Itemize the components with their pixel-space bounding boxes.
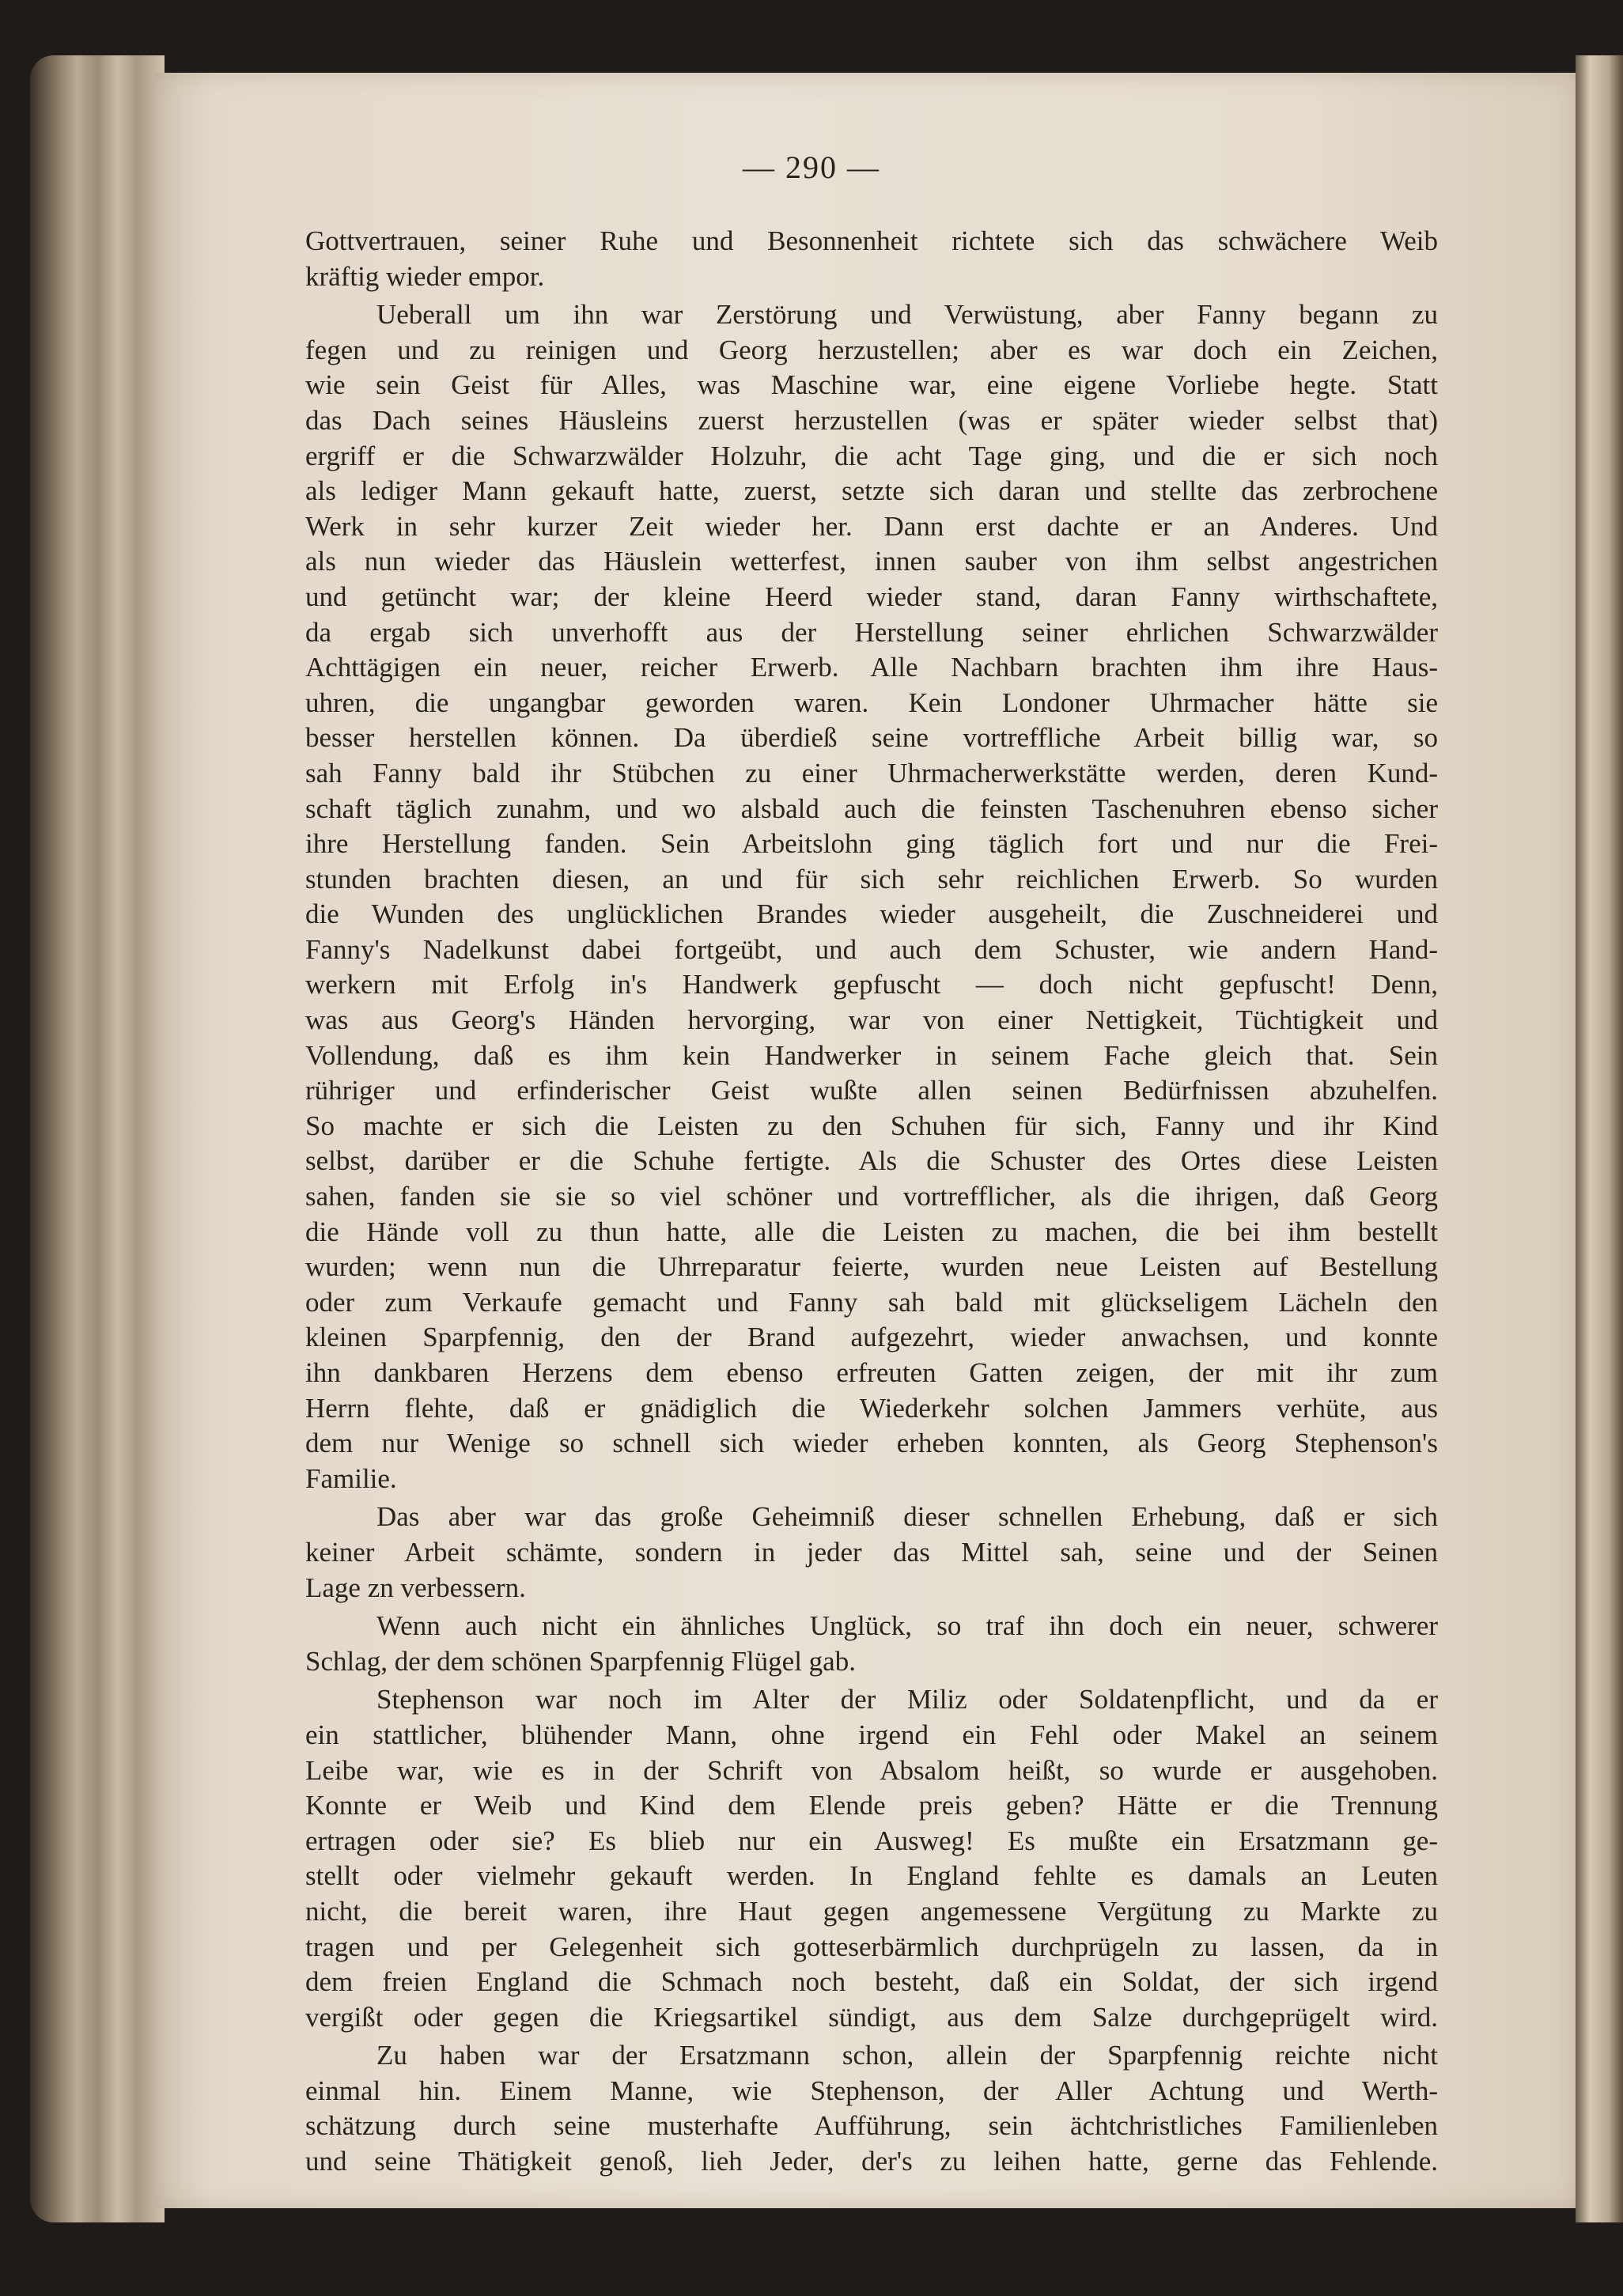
text-line: selbst, darüber er die Schuhe fertigte. Als die Schuster des Ortes diese Leisten (305, 1145, 1438, 1177)
text-line: da ergab sich unverhofft aus der Herstellung seiner ehrlichen Schwarzwälder (305, 616, 1438, 648)
text-line: wie sein Geist für Alles, was Maschine war, eine eigene Vorliebe hegte. Statt (305, 369, 1438, 401)
text-line: die Wunden des unglücklichen Brandes wieder ausgeheilt, die Zuschneiderei und (305, 898, 1438, 930)
text-line: Wenn auch nicht ein ähnliches Unglück, so traf ihn doch ein neuer, schwerer (376, 1610, 1438, 1642)
text-line: ergriff er die Schwarzwälder Holzuhr, die acht Tage ging, und die er sich noch (305, 440, 1438, 471)
text-line: und getüncht war; der kleine Heerd wieder stand, daran Fanny wirthschaftete, (305, 581, 1438, 612)
text-line: besser herstellen können. Da überdieß seine vortreffliche Arbeit billig war, so (305, 722, 1438, 754)
text-line: schaft täglich zunahm, und wo alsbald auch die feinsten Taschenuhren ebenso sicher (305, 792, 1438, 824)
text-line: Das aber war das große Geheimniß dieser schnellen Erhebung, daß er sich (376, 1501, 1438, 1533)
text-line: sah Fanny bald ihr Stübchen zu einer Uhrmacherwerkstätte werden, deren Kund- (305, 757, 1438, 789)
text-line: uhren, die ungangbar geworden waren. Kein Londoner Uhrmacher hätte sie (305, 687, 1438, 718)
text-line: stunden brachten diesen, an und für sich sehr reichlichen Erwerb. So wurden (305, 863, 1438, 895)
text-line: Familie. (305, 1462, 397, 1494)
text-line: Vollendung, daß es ihm kein Handwerker in seinem Fache gleich that. Sein (305, 1039, 1438, 1071)
facing-page-edge (1576, 55, 1623, 2222)
text-line: nicht, die bereit waren, ihre Haut gegen angemessene Vergütung zu Markte zu (305, 1895, 1438, 1927)
text-line: dem freien England die Schmach noch besteht, daß ein Soldat, der sich irgend (305, 1966, 1438, 1998)
text-line: kleinen Sparpfennig, den der Brand aufgezehrt, wieder anwachsen, und konnte (305, 1322, 1438, 1353)
text-line: Konnte er Weib und Kind dem Elende preis geben? Hätte er die Trennung (305, 1790, 1438, 1821)
text-line: keiner Arbeit schämte, sondern in jeder das Mittel sah, seine und der Seinen (305, 1536, 1438, 1568)
text-line: sahen, fanden sie sie so viel schöner und vortrefflicher, als die ihrigen, daß Georg (305, 1181, 1438, 1212)
text-line: Schlag, der dem schönen Sparpfennig Flügel gab. (305, 1645, 856, 1677)
text-line: Ueberall um ihn war Zerstörung und Verwüstung, aber Fanny begann zu (376, 299, 1438, 331)
text-line: schätzung durch seine musterhafte Aufführung, sein ächtchristliches Familienleben (305, 2110, 1438, 2142)
text-line: Leibe war, wie es in der Schrift von Absalom heißt, so wurde er ausgehoben. (305, 1754, 1438, 1786)
text-line: die Hände voll zu thun hatte, alle die Leisten zu machen, die bei ihm bestellt (305, 1216, 1438, 1247)
text-line: vergißt oder gegen die Kriegsartikel sündigt, aus dem Salze durchgeprügelt wird. (305, 2001, 1438, 2033)
text-line: und seine Thätigkeit genoß, lieh Jeder, der's zu leihen hatte, gerne das Fehlende. (305, 2146, 1438, 2177)
text-line: Zu haben war der Ersatzmann schon, allein der Sparpfennig reichte nicht (376, 2040, 1438, 2071)
text-line: einmal hin. Einem Manne, wie Stephenson, der Aller Achtung und Werth- (305, 2075, 1438, 2106)
text-line: kräftig wieder empor. (305, 260, 545, 292)
text-line: Achttägigen ein neuer, reicher Erwerb. Alle Nachbarn brachten ihm ihre Haus- (305, 652, 1438, 683)
text-line: ertragen oder sie? Es blieb nur ein Ausweg! Es mußte ein Ersatzmann ge- (305, 1825, 1438, 1856)
text-line: Lage zn verbessern. (305, 1572, 526, 1603)
text-line: ihn dankbaren Herzens dem ebenso erfreuten Gatten zeigen, der mit ihr zum (305, 1357, 1438, 1388)
text-line: Stephenson war noch im Alter der Miliz oder Soldatenpflicht, und da er (376, 1684, 1438, 1715)
text-line: fegen und zu reinigen und Georg herzustellen; aber es war doch ein Zeichen, (305, 334, 1438, 365)
text-line: tragen und per Gelegenheit sich gotteserbärmlich durchprügeln zu lassen, da in (305, 1931, 1438, 1962)
text-line: Herrn flehte, daß er gnädiglich die Wiederkehr solchen Jammers verhüte, aus (305, 1392, 1438, 1424)
text-line: So machte er sich die Leisten zu den Schuhen für sich, Fanny und ihr Kind (305, 1110, 1438, 1141)
page-stack-edge (30, 55, 165, 2222)
body-text (305, 224, 1438, 2180)
text-line: dem nur Wenige so schnell sich wieder erheben konnten, als Georg Stephenson's (305, 1428, 1438, 1459)
text-line: als lediger Mann gekauft hatte, zuerst, setzte sich daran und stellte das zerbrochene (305, 475, 1438, 507)
text-line: das Dach seines Häusleins zuerst herzustellen (was er später wieder selbst that) (305, 404, 1438, 436)
text-line: Gottvertrauen, seiner Ruhe und Besonnenheit richtete sich das schwächere Weib (305, 225, 1438, 256)
text-line: wurden; wenn nun die Uhrreparatur feierte, wurden neue Leisten auf Bestellung (305, 1251, 1438, 1283)
page-number: — 290 — (743, 149, 880, 185)
text-line: als nun wieder das Häuslein wetterfest, innen sauber von ihm selbst angestrichen (305, 546, 1438, 577)
text-line: Fanny's Nadelkunst dabei fortgeübt, und auch dem Schuster, wie andern Hand- (305, 933, 1438, 965)
text-line: ihre Herstellung fanden. Sein Arbeitslohn ging täglich fort und nur die Frei- (305, 828, 1438, 860)
text-line: ein stattlicher, blühender Mann, ohne irgend ein Fehl oder Makel an seinem (305, 1719, 1438, 1750)
text-line: rühriger und erfinderischer Geist wußte allen seinen Bedürfnissen abzuhelfen. (305, 1075, 1438, 1106)
text-line: was aus Georg's Händen hervorging, war von einer Nettigkeit, Tüchtigkeit und (305, 1004, 1438, 1036)
text-line: stellt oder vielmehr gekauft werden. In England fehlte es damals an Leuten (305, 1860, 1438, 1892)
text-line: Werk in sehr kurzer Zeit wieder her. Dann erst dachte er an Anderes. Und (305, 510, 1438, 542)
text-line: oder zum Verkaufe gemacht und Fanny sah bald mit glückseligem Lächeln den (305, 1286, 1438, 1318)
text-line: werkern mit Erfolg in's Handwerk gepfuscht — doch nicht gepfuscht! Denn, (305, 969, 1438, 1000)
